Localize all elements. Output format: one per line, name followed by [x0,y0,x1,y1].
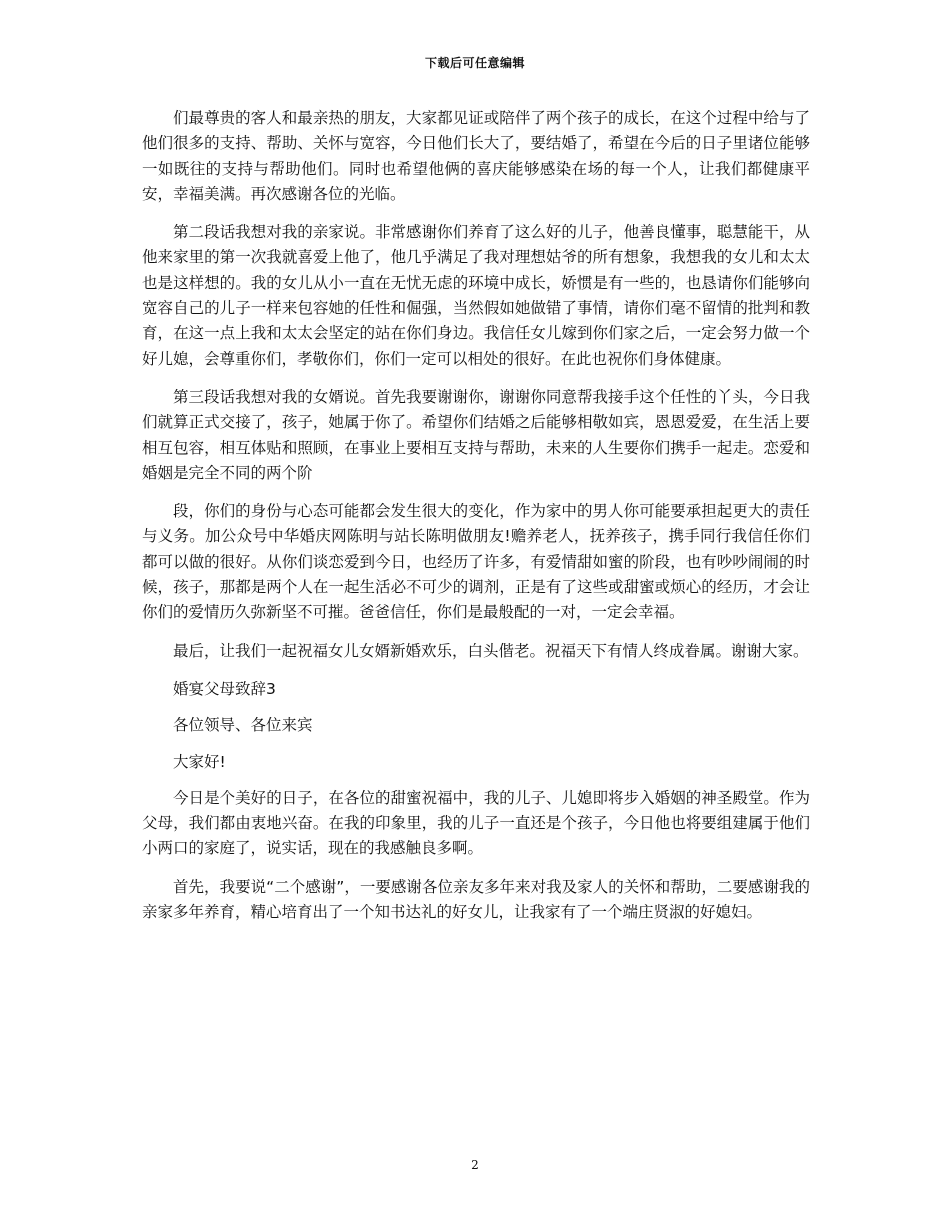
paragraph-two-thanks: 首先，我要说“二个感谢”，一要感谢各位亲友多年来对我及家人的关怀和帮助，二要感谢我的亲家多年养育，精心培育出了一个知书达礼的好女儿，让我家有了一个端庄贤淑的好媳妇。 [142,877,810,922]
paragraph-beautiful-day: 今日是个美好的日子，在各位的甜蜜祝福中，我的儿子、儿媳即将步入婚姻的神圣殿堂。作为父母，我们都由衷地兴奋。在我的印象里，我的儿子一直还是个孩子，今日他也将要组建属于他们小两口的家庭了，说实话，现在的我感触良多啊。 [142,788,810,858]
page-number: 2 [471,1158,479,1172]
paragraph-guests: 们最尊贵的客人和最亲热的朋友，大家都见证或陪伴了两个孩子的成长，在这个过程中给与了他们很多的支持、帮助、关怀与宽容，今日他们长大了，要结婚了，希望在今后的日子里诸位能够一如既往的支持与帮助他们。同时也希望他俩的喜庆能够感染在场的每一个人，让我们都健康平安，幸福美满。再次感谢各位的光临。 [142,109,810,203]
document-body [142,106,810,938]
paragraph-son-in-law-continued: 段，你们的身份与心态可能都会发生很大的变化，作为家中的男人你可能要承担起更大的责任与义务。加公众号中华婚庆网陈明与站长陈明做朋友!赡养老人，抚养孩子，携手同行我信任你们都可以做的很好。从你们谈恋爱到今日，也经历了许多，有爱情甜如蜜的阶段，也有吵吵闹闹的时候，孩子，那都是两个人在一起生活必不可少的调剂，正是有了这些或甜蜜或烦心的经历，才会让你们的爱情历久弥新坚不可摧。爸爸信任，你们是最般配的一对，一定会幸福。 [142,502,810,622]
paragraph-son-in-law: 第三段话我想对我的女婿说。首先我要谢谢你，谢谢你同意帮我接手这个任性的丫头，今日我们就算正式交接了，孩子，她属于你了。希望你们结婚之后能够相敬如宾，恩恩爱爱，在生活上要相互包容，相互体贴和照顾，在事业上要相互支持与帮助，未来的人生要你们携手一起走。恋爱和婚姻是完全不同的两个阶 [142,387,810,482]
greeting: 大家好! [173,752,226,771]
section-title: 婚宴父母致辞3 [173,679,276,698]
page-header: 下载后可任意编辑 [424,56,525,70]
paragraph-in-laws: 第二段话我想对我的亲家说。非常感谢你们养育了这么好的儿子，他善良懂事，聪慧能干，从他来家里的第一次我就喜爱上他了，他几乎满足了我对理想姑爷的所有想象，我想我的女儿和太太也是这样想的。我的女儿从小一直在无忧无虑的环境中成长，娇惯是有一些的，也恳请你们能够向宽容自己的儿子一样来包容她的任性和倔强，当然假如她做错了事情，请你们毫不留情的批判和教育，在这一点上我和太太会坚定的站在你们身边。我信任女儿嫁到你们家之后，一定会努力做一个好儿媳，会尊重你们，孝敬你们，你们一定可以相处的很好。在此也祝你们身体健康。 [142,223,810,368]
paragraph-closing-blessing: 最后，让我们一起祝福女儿女婿新婚欢乐，白头偕老。祝福天下有情人终成眷属。谢谢大家。 [173,641,809,660]
salutation: 各位领导、各位来宾 [173,716,313,735]
